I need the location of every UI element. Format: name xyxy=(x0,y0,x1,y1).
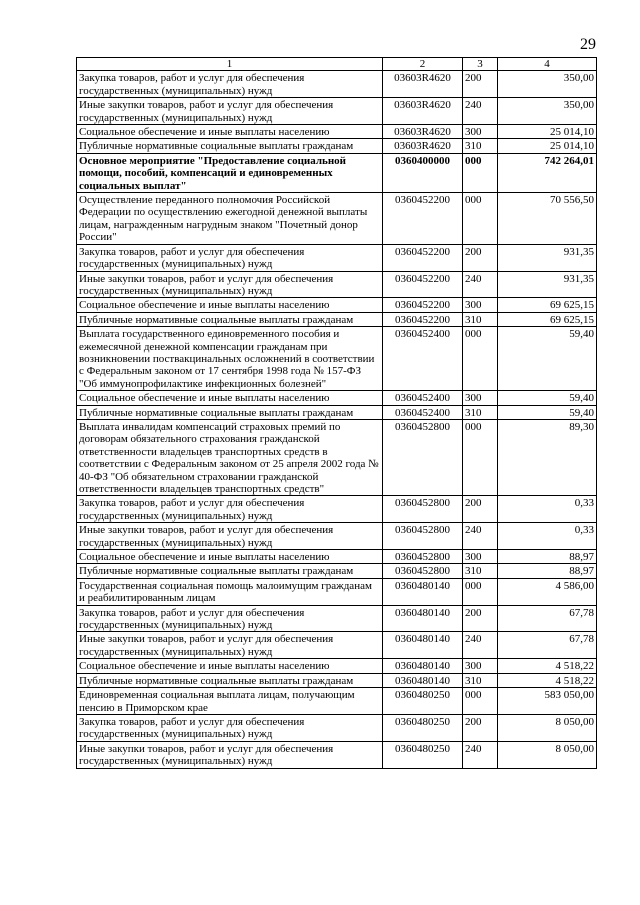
row-amount-cell: 931,35 xyxy=(498,271,597,298)
row-name-cell: Закупка товаров, работ и услуг для обеспечения государственных (муниципальных) нужд xyxy=(77,496,383,523)
row-kind-cell: 310 xyxy=(463,139,498,153)
table-row xyxy=(77,98,597,125)
row-amount-cell: 69 625,15 xyxy=(498,312,597,326)
row-amount-cell: 742 264,01 xyxy=(498,153,597,192)
row-kind-cell: 300 xyxy=(463,391,498,405)
row-amount-cell: 8 050,00 xyxy=(498,714,597,741)
table-row xyxy=(77,193,597,245)
row-name-cell: Закупка товаров, работ и услуг для обеспечения государственных (муниципальных) нужд xyxy=(77,605,383,632)
row-name-cell: Иные закупки товаров, работ и услуг для обеспечения государственных (муниципальных) нужд xyxy=(77,632,383,659)
page-number: 29 xyxy=(580,36,596,53)
row-name-cell: Выплата инвалидам компенсаций страховых премий по договорам обязательного страхования гражданской ответственности владельцев транспортных средств в соответствии с Федеральным законом от 25 апреля 2002 года № 40-ФЗ "Об обязательном страховании гражданской ответственности владельцев транспортных средств" xyxy=(77,419,383,495)
row-amount-cell: 67,78 xyxy=(498,605,597,632)
row-amount-cell: 88,97 xyxy=(498,564,597,578)
row-amount-cell: 350,00 xyxy=(498,98,597,125)
row-code-cell: 0360480140 xyxy=(383,659,463,673)
row-code-cell: 0360452200 xyxy=(383,298,463,312)
row-code-cell: 0360452800 xyxy=(383,550,463,564)
table-row xyxy=(77,578,597,605)
row-name-cell: Закупка товаров, работ и услуг для обеспечения государственных (муниципальных) нужд xyxy=(77,244,383,271)
table-row xyxy=(77,271,597,298)
table-row xyxy=(77,71,597,98)
row-kind-cell: 000 xyxy=(463,193,498,245)
table-row xyxy=(77,125,597,139)
row-amount-cell: 67,78 xyxy=(498,632,597,659)
row-name-cell: Публичные нормативные социальные выплаты гражданам xyxy=(77,312,383,326)
row-amount-cell: 70 556,50 xyxy=(498,193,597,245)
row-kind-cell: 310 xyxy=(463,564,498,578)
header-cell-3: 3 xyxy=(463,58,498,71)
row-code-cell: 0360480140 xyxy=(383,578,463,605)
row-code-cell: 0360452200 xyxy=(383,312,463,326)
row-kind-cell: 200 xyxy=(463,714,498,741)
row-code-cell: 0360480250 xyxy=(383,688,463,715)
table-row xyxy=(77,327,597,391)
row-amount-cell: 583 050,00 xyxy=(498,688,597,715)
row-name-cell: Выплата государственного единовременного пособия и ежемесячной денежной компенсации гражданам при возникновении поствакцинальных осложнений в соответствии с Федеральным законом от 17 сентября 1998 года № 157-ФЗ "Об иммунопрофилактике инфекционных болезней" xyxy=(77,327,383,391)
row-amount-cell: 59,40 xyxy=(498,391,597,405)
table-row xyxy=(77,673,597,687)
row-kind-cell: 200 xyxy=(463,71,498,98)
row-code-cell: 03603R4620 xyxy=(383,125,463,139)
row-kind-cell: 240 xyxy=(463,741,498,768)
row-name-cell: Социальное обеспечение и иные выплаты населению xyxy=(77,298,383,312)
row-kind-cell: 240 xyxy=(463,98,498,125)
row-amount-cell: 4 518,22 xyxy=(498,659,597,673)
table-row xyxy=(77,714,597,741)
row-name-cell: Единовременная социальная выплата лицам, получающим пенсию в Приморском крае xyxy=(77,688,383,715)
row-amount-cell: 25 014,10 xyxy=(498,139,597,153)
table-row xyxy=(77,550,597,564)
row-name-cell: Закупка товаров, работ и услуг для обеспечения государственных (муниципальных) нужд xyxy=(77,71,383,98)
row-name-cell: Осуществление переданного полномочия Российской Федерации по осуществлению ежегодной денежной выплаты лицам, награжденным нагрудным знаком "Почетный донор России" xyxy=(77,193,383,245)
table-row xyxy=(77,405,597,419)
row-code-cell: 0360452800 xyxy=(383,496,463,523)
row-code-cell: 0360452800 xyxy=(383,419,463,495)
row-name-cell: Публичные нормативные социальные выплаты гражданам xyxy=(77,405,383,419)
row-amount-cell: 0,33 xyxy=(498,523,597,550)
row-code-cell: 0360452200 xyxy=(383,244,463,271)
row-code-cell: 0360400000 xyxy=(383,153,463,192)
table-row xyxy=(77,419,597,495)
table-row xyxy=(77,153,597,192)
row-amount-cell: 25 014,10 xyxy=(498,125,597,139)
row-amount-cell: 8 050,00 xyxy=(498,741,597,768)
row-code-cell: 03603R4620 xyxy=(383,71,463,98)
table-row xyxy=(77,312,597,326)
row-name-cell: Основное мероприятие "Предоставление социальной помощи, пособий, компенсаций и единовременных социальных выплат" xyxy=(77,153,383,192)
row-name-cell: Публичные нормативные социальные выплаты гражданам xyxy=(77,564,383,578)
row-amount-cell: 0,33 xyxy=(498,496,597,523)
row-amount-cell: 69 625,15 xyxy=(498,298,597,312)
header-cell-1: 1 xyxy=(77,58,383,71)
row-name-cell: Публичные нормативные социальные выплаты гражданам xyxy=(77,139,383,153)
row-name-cell: Государственная социальная помощь малоимущим гражданам и реабилитированным лицам xyxy=(77,578,383,605)
row-kind-cell: 300 xyxy=(463,659,498,673)
row-code-cell: 0360452800 xyxy=(383,564,463,578)
row-kind-cell: 240 xyxy=(463,632,498,659)
table-row xyxy=(77,632,597,659)
row-kind-cell: 200 xyxy=(463,496,498,523)
row-kind-cell: 300 xyxy=(463,125,498,139)
row-name-cell: Иные закупки товаров, работ и услуг для обеспечения государственных (муниципальных) нужд xyxy=(77,523,383,550)
row-code-cell: 0360452400 xyxy=(383,405,463,419)
row-name-cell: Иные закупки товаров, работ и услуг для обеспечения государственных (муниципальных) нужд xyxy=(77,271,383,298)
table-row xyxy=(77,244,597,271)
row-code-cell: 0360452400 xyxy=(383,391,463,405)
row-code-cell: 0360452200 xyxy=(383,193,463,245)
table-row xyxy=(77,659,597,673)
row-code-cell: 0360480140 xyxy=(383,632,463,659)
row-kind-cell: 310 xyxy=(463,312,498,326)
row-amount-cell: 59,40 xyxy=(498,327,597,391)
row-code-cell: 03603R4620 xyxy=(383,98,463,125)
budget-table xyxy=(76,57,597,769)
row-kind-cell: 240 xyxy=(463,523,498,550)
table-header-row xyxy=(77,58,597,71)
row-kind-cell: 200 xyxy=(463,244,498,271)
table-row xyxy=(77,564,597,578)
row-kind-cell: 000 xyxy=(463,419,498,495)
row-code-cell: 0360480250 xyxy=(383,714,463,741)
row-amount-cell: 4 518,22 xyxy=(498,673,597,687)
header-cell-4: 4 xyxy=(498,58,597,71)
row-kind-cell: 300 xyxy=(463,298,498,312)
row-kind-cell: 240 xyxy=(463,271,498,298)
row-code-cell: 0360452200 xyxy=(383,271,463,298)
row-name-cell: Иные закупки товаров, работ и услуг для обеспечения государственных (муниципальных) нужд xyxy=(77,98,383,125)
row-kind-cell: 000 xyxy=(463,688,498,715)
row-name-cell: Закупка товаров, работ и услуг для обеспечения государственных (муниципальных) нужд xyxy=(77,714,383,741)
row-code-cell: 0360452400 xyxy=(383,327,463,391)
row-code-cell: 0360480250 xyxy=(383,741,463,768)
row-amount-cell: 88,97 xyxy=(498,550,597,564)
row-kind-cell: 000 xyxy=(463,153,498,192)
row-code-cell: 0360480140 xyxy=(383,673,463,687)
row-code-cell: 0360480140 xyxy=(383,605,463,632)
row-name-cell: Иные закупки товаров, работ и услуг для обеспечения государственных (муниципальных) нужд xyxy=(77,741,383,768)
row-name-cell: Публичные нормативные социальные выплаты гражданам xyxy=(77,673,383,687)
row-name-cell: Социальное обеспечение и иные выплаты населению xyxy=(77,125,383,139)
row-kind-cell: 000 xyxy=(463,578,498,605)
table-row xyxy=(77,496,597,523)
table-row xyxy=(77,523,597,550)
header-cell-2: 2 xyxy=(383,58,463,71)
row-kind-cell: 200 xyxy=(463,605,498,632)
table-row xyxy=(77,139,597,153)
table-row xyxy=(77,741,597,768)
row-kind-cell: 310 xyxy=(463,405,498,419)
row-name-cell: Социальное обеспечение и иные выплаты населению xyxy=(77,391,383,405)
row-amount-cell: 350,00 xyxy=(498,71,597,98)
row-code-cell: 03603R4620 xyxy=(383,139,463,153)
table-row xyxy=(77,605,597,632)
table-row xyxy=(77,391,597,405)
table-row xyxy=(77,298,597,312)
row-code-cell: 0360452800 xyxy=(383,523,463,550)
row-amount-cell: 931,35 xyxy=(498,244,597,271)
table-row xyxy=(77,688,597,715)
row-kind-cell: 000 xyxy=(463,327,498,391)
row-amount-cell: 4 586,00 xyxy=(498,578,597,605)
row-kind-cell: 300 xyxy=(463,550,498,564)
row-amount-cell: 89,30 xyxy=(498,419,597,495)
row-name-cell: Социальное обеспечение и иные выплаты населению xyxy=(77,659,383,673)
row-name-cell: Социальное обеспечение и иные выплаты населению xyxy=(77,550,383,564)
row-kind-cell: 310 xyxy=(463,673,498,687)
row-amount-cell: 59,40 xyxy=(498,405,597,419)
